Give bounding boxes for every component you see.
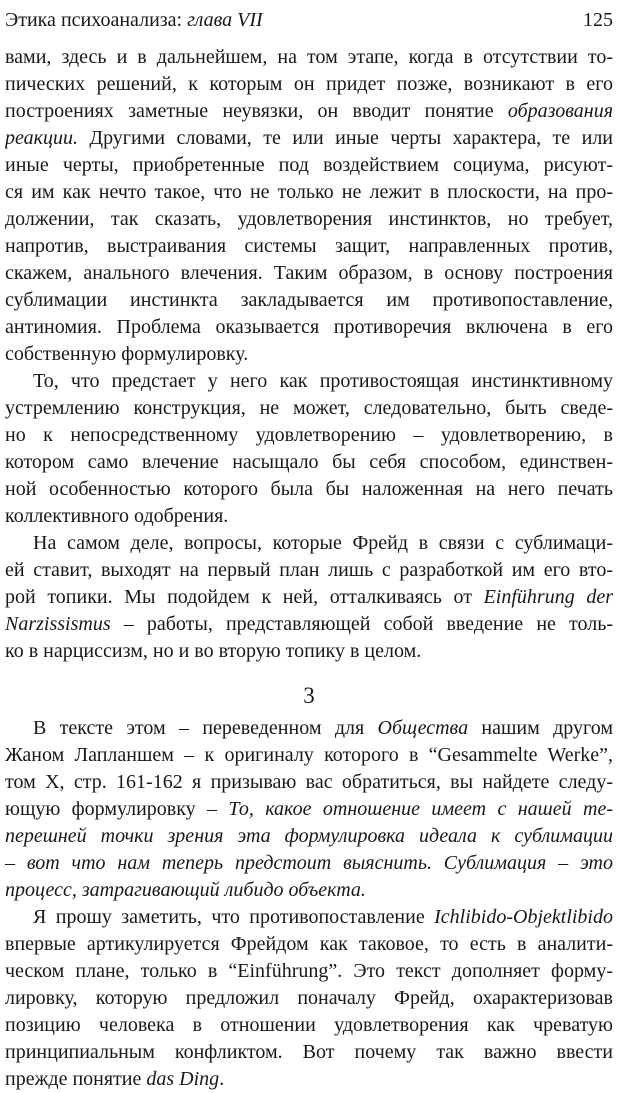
text-line: вами, здесь и в дальнейшем, на том этапе, когда в отсутствии то- [5, 46, 613, 68]
text-line: должении, так сказать, удовлетворения инстинктов, но требует, [5, 208, 613, 230]
section-heading: 3 [303, 683, 315, 708]
text-line: устремлению конструкция, не может, следовательно, быть сведе- [5, 397, 613, 419]
text-line: То, что предстает у него как противостоящая инстинктивному [33, 370, 613, 392]
text-line: но к непосредственному удовлетворению – удовлетворению, в [5, 424, 613, 446]
text-line: Я прошу заметить, что противопоставление Ichlibido-Objektlibido [33, 906, 613, 928]
body-text [5, 44, 613, 1093]
text-line: – вот что нам теперь предстоит выяснить. Сублимация – это [5, 852, 613, 874]
paragraph-1 [5, 44, 613, 368]
text-line: реакции. Другими словами, те или иные черты характера, те или [5, 127, 613, 149]
text-line: иные черты, приобретенные под воздействием социума, рисуют- [5, 154, 613, 176]
text-line: антиномия. Проблема оказывается противоречия включена в его [5, 316, 613, 338]
text-line: Narzissismus – работы, представляющей собой введение не толь- [5, 613, 613, 635]
text-line: ей ставит, выходят на первый план лишь с разработкой им его вто- [5, 559, 613, 581]
text-line: лировку, которую предложил поначалу Фрейд, охарактеризовав [5, 987, 613, 1009]
text-line: На самом деле, вопросы, которые Фрейд в связи с сублимаци- [33, 532, 613, 554]
text-line: сублимации инстинкта закладывается им противопоставление, [5, 289, 613, 311]
chapter-title-number: глава VII [187, 9, 263, 31]
text-line: напротив, выстраивания системы защит, направленных против, [5, 235, 613, 257]
text-line: построениях заметные неувязки, он вводит понятие образования [5, 100, 613, 122]
text-line: В тексте этом – переведенном для Общества нашим другом [33, 717, 613, 739]
running-header [5, 6, 613, 34]
text-line: котором само влечение насыщало бы себя способом, единствен- [5, 451, 613, 473]
paragraph-4 [5, 715, 613, 904]
text-line: ко в нарциссизм, но и во вторую топику в целом. [5, 640, 422, 662]
text-line: собственную формулировку. [5, 343, 249, 365]
paragraph-2 [5, 368, 613, 530]
chapter-title-text: Этика психоанализа: [5, 9, 188, 31]
text-line: прежде понятие das Ding. [5, 1068, 225, 1090]
text-line: пических решений, к которым он придет позже, возникают в его [5, 73, 613, 95]
text-line: позицию человека в отношении удовлетворения как чреватую [5, 1014, 613, 1036]
text-line: принципиальным конфликтом. Вот почему так важно ввести [5, 1041, 613, 1063]
page-number: 125 [583, 9, 613, 31]
text-line: скажем, анального влечения. Таким образом, в основу построения [5, 262, 613, 284]
paragraph-5 [5, 904, 613, 1093]
text-line: ческом плане, только в “Einführung”. Это текст дополняет форму- [5, 960, 613, 982]
text-line: коллективного одобрения. [5, 505, 229, 527]
text-line: ющую формулировку – То, какое отношение имеет с нашей те- [5, 798, 613, 820]
text-line: рой топики. Мы подойдем к ней, отталкиваясь от Einführung der [5, 586, 613, 608]
text-line: впервые артикулируется Фрейдом как таковое, то есть в аналити- [5, 933, 613, 955]
chapter-title [5, 6, 263, 34]
text-line: ся им как нечто такое, что не только не лежит в плоскости, на про- [5, 181, 613, 203]
text-line: том X, стр. 161-162 я призываю вас обратиться, вы найдете следу- [5, 771, 613, 793]
text-line: процесс, затрагивающий либидо объекта. [5, 879, 366, 901]
text-line: ной особенностью которого была бы наложенная на него печать [5, 478, 613, 500]
text-line: перешней точки зрения эта формулировка идеала к сублимации [5, 825, 613, 847]
paragraph-3 [5, 530, 613, 665]
text-line: Жаном Лапланшем – к оригиналу которого в “Gesammelte Werke”, [5, 744, 613, 766]
